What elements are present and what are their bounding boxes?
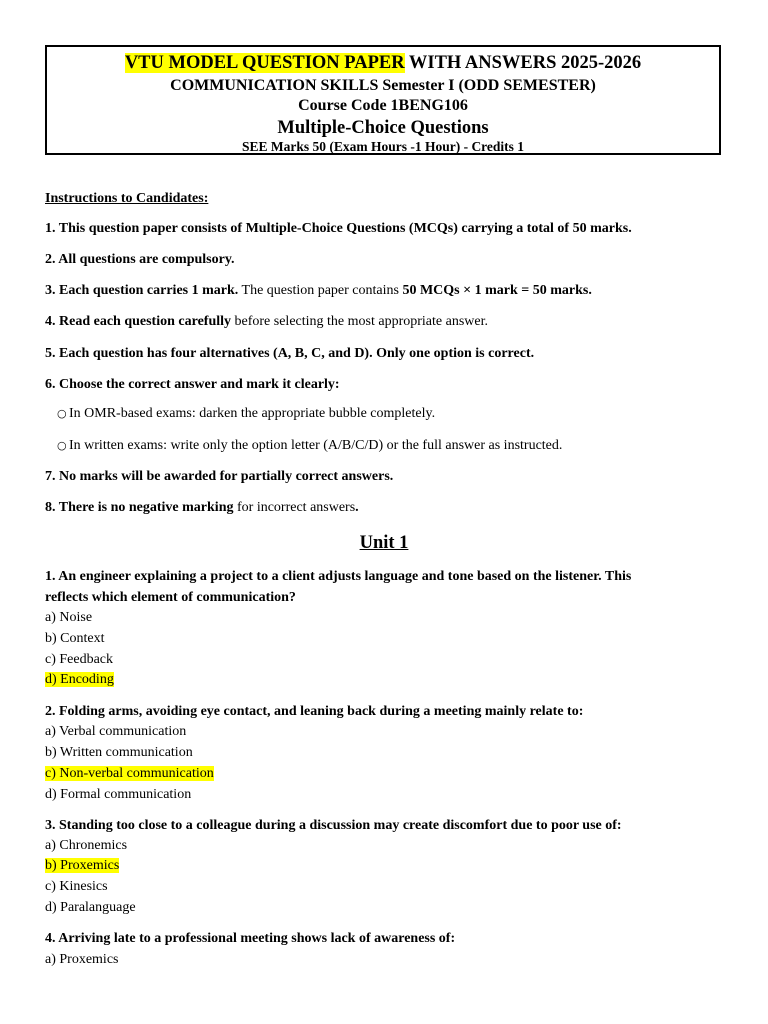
instruction-7: 7. No marks will be awarded for partially correct answers. <box>45 469 394 484</box>
see-marks-line: SEE Marks 50 (Exam Hours -1 Hour) - Credits 1 <box>241 139 525 154</box>
header-box <box>45 45 721 155</box>
question-2-text: 2. Folding arms, avoiding eye contact, and leaning back during a meeting mainly relate to: <box>45 704 584 719</box>
instruction-3 <box>45 282 592 300</box>
question-4-text: 4. Arriving late to a professional meeting shows lack of awareness of: <box>45 931 456 946</box>
question-4-option-a: a) Proxemics <box>45 952 119 967</box>
section-title: Multiple-Choice Questions <box>277 118 489 138</box>
instruction-5: 5. Each question has four alternatives (A, B, C, and D). Only one option is correct. <box>45 346 535 361</box>
question-2-option-d: d) Formal communication <box>45 787 192 802</box>
question-1-option-a: a) Noise <box>45 610 93 625</box>
instruction-8 <box>45 499 359 517</box>
instruction-3-text: The question paper contains <box>238 283 403 298</box>
bullet-icon: ○ <box>57 439 67 452</box>
question-3-option-c: c) Kinesics <box>45 879 108 894</box>
course-code: Course Code 1BENG106 <box>298 97 468 114</box>
subject-line: COMMUNICATION SKILLS Semester I (ODD SEMESTER) <box>170 77 596 94</box>
instruction-8-end: . <box>355 500 359 515</box>
instruction-4-text: before selecting the most appropriate answer. <box>231 314 488 329</box>
instruction-6-bullet-1 <box>57 405 435 423</box>
unit-title: Unit 1 <box>359 533 409 553</box>
question-1-option-b: b) Context <box>45 631 105 646</box>
question-1-text-line-2: reflects which element of communication? <box>45 590 296 605</box>
instruction-2: 2. All questions are compulsory. <box>45 252 235 267</box>
instruction-8-text: for incorrect answers <box>233 500 356 515</box>
instruction-6-bullet-2 <box>57 437 562 455</box>
instruction-4 <box>45 313 488 331</box>
bullet-2-text: In written exams: write only the option letter (A/B/C/D) or the full answer as instructed. <box>69 438 563 453</box>
title-rest: WITH ANSWERS 2025-2026 <box>404 53 642 73</box>
title-highlight: VTU MODEL QUESTION PAPER <box>124 53 405 73</box>
instruction-3-bold-end: 50 MCQs × 1 mark = 50 marks. <box>402 283 592 298</box>
question-2-option-a: a) Verbal communication <box>45 724 187 739</box>
question-1-option-c: c) Feedback <box>45 652 114 667</box>
instructions-heading: Instructions to Candidates: <box>45 191 209 206</box>
bullet-1-text: In OMR-based exams: darken the appropriate bubble completely. <box>69 406 436 421</box>
question-2-option-b: b) Written communication <box>45 745 193 760</box>
question-3-text: 3. Standing too close to a colleague during a discussion may create discomfort due to poor use of: <box>45 818 622 833</box>
question-1-option-d-correct: d) Encoding <box>45 672 114 687</box>
question-2-option-c-correct: c) Non-verbal communication <box>45 766 214 781</box>
instruction-6: 6. Choose the correct answer and mark it clearly: <box>45 377 340 392</box>
question-3-option-a: a) Chronemics <box>45 838 128 853</box>
question-1-text-line-1: 1. An engineer explaining a project to a client adjusts language and tone based on the listener. This <box>45 569 632 584</box>
instruction-4-bold: 4. Read each question carefully <box>45 314 232 329</box>
instruction-1: 1. This question paper consists of Multiple-Choice Questions (MCQs) carrying a total of 50 marks. <box>45 221 632 236</box>
bullet-icon: ○ <box>57 407 67 420</box>
instruction-8-bold: 8. There is no negative marking <box>45 500 234 515</box>
question-3-option-d: d) Paralanguage <box>45 900 136 915</box>
instruction-3-bold: 3. Each question carries 1 mark. <box>45 283 239 298</box>
question-3-option-b-correct: b) Proxemics <box>45 858 120 873</box>
paper-title <box>47 52 719 74</box>
